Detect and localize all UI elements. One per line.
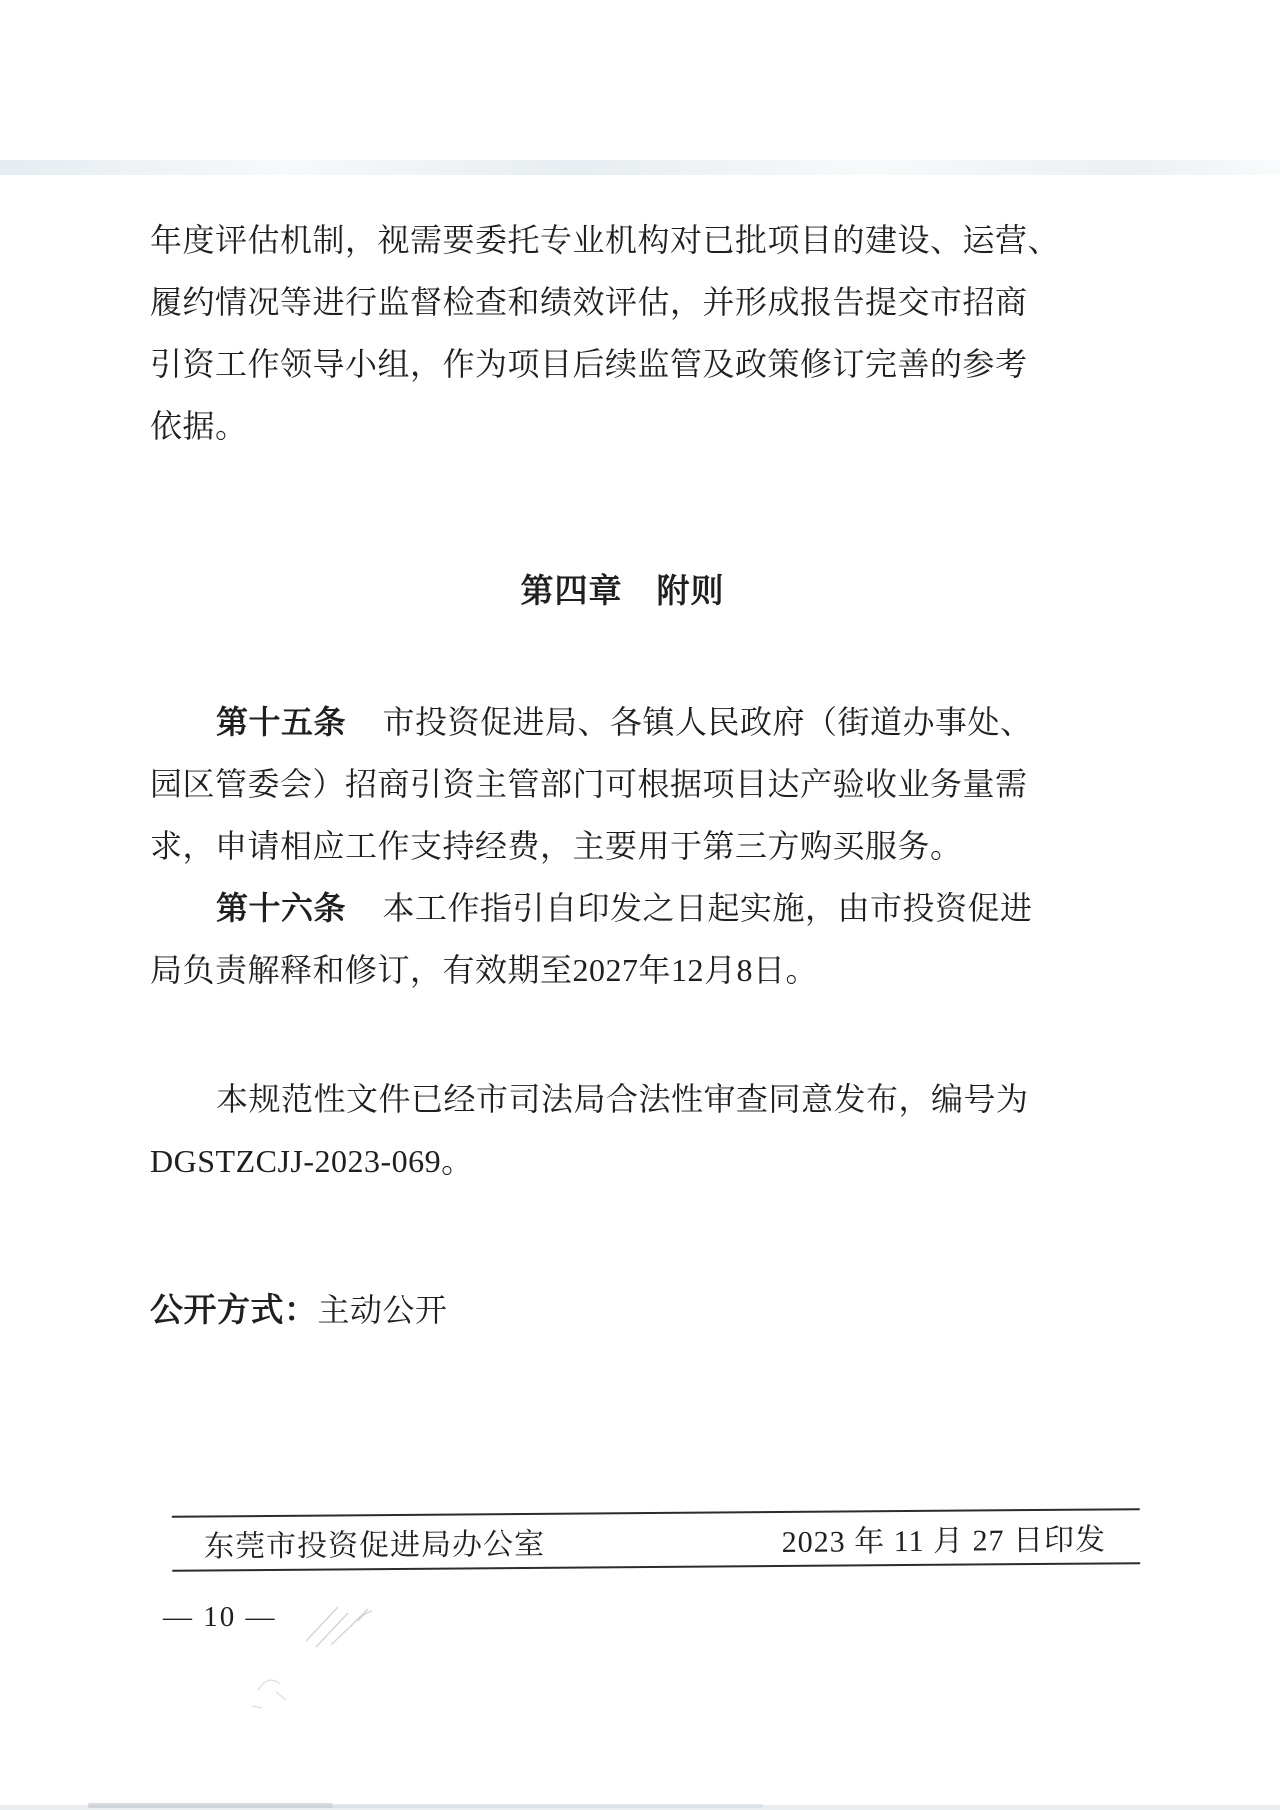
scan-bottom-edge-mid bbox=[333, 1804, 763, 1808]
publicity-label: 公开方式： bbox=[150, 1291, 318, 1328]
issuing-office: 东莞市投资促进局办公室 bbox=[203, 1527, 546, 1564]
chapter-heading: 第四章 附则 bbox=[520, 572, 725, 609]
closing-paragraph bbox=[150, 209, 1095, 457]
scan-artifact-strip bbox=[0, 160, 1280, 175]
article-15-number: 第十五条 bbox=[216, 704, 347, 740]
article-15-text: 市投资促进局、各镇人民政府（街道办事处、 bbox=[350, 704, 1033, 740]
article-15-line bbox=[150, 691, 1095, 753]
article-16-text: 本工作指引自印发之日起实施，由市投资促进 bbox=[350, 890, 1033, 926]
articles-section bbox=[150, 691, 1095, 1001]
print-date: 2023 年 11 月 27 日印发 bbox=[781, 1523, 1107, 1560]
article-16-number: 第十六条 bbox=[216, 890, 347, 926]
paragraph-line: 履约情况等进行监督检查和绩效评估，并形成报告提交市招商 bbox=[150, 284, 1028, 320]
scan-bottom-edge-dark bbox=[88, 1803, 333, 1808]
paragraph-line: 依据。 bbox=[150, 408, 248, 444]
article-16-line: 局负责解释和修订，有效期至2027年12月8日。 bbox=[150, 952, 819, 988]
footer-issuance-band bbox=[172, 1508, 1140, 1572]
article-16-line bbox=[150, 877, 1095, 939]
article-15-line: 求，申请相应工作支持经费，主要用于第三方购买服务。 bbox=[150, 828, 963, 864]
approval-paragraph bbox=[150, 1068, 1095, 1192]
filing-number-line: DGSTZCJJ-2023-069。 bbox=[150, 1143, 474, 1179]
approval-line: 本规范性文件已经市司法局合法性审查同意发布，编号为 bbox=[216, 1081, 1029, 1117]
pencil-smudge bbox=[298, 1593, 393, 1658]
page-number: — 10 — bbox=[163, 1601, 277, 1633]
paragraph-line: 引资工作领导小组，作为项目后续监管及政策修订完善的参考 bbox=[150, 346, 1028, 382]
publicity-line bbox=[150, 1279, 1095, 1341]
article-15-line: 园区管委会）招商引资主管部门可根据项目达产验收业务量需 bbox=[150, 766, 1028, 802]
pencil-smudge bbox=[246, 1662, 316, 1717]
paragraph-line: 年度评估机制，视需要委托专业机构对已批项目的建设、运营、 bbox=[150, 222, 1061, 258]
publicity-value: 主动公开 bbox=[317, 1292, 448, 1328]
